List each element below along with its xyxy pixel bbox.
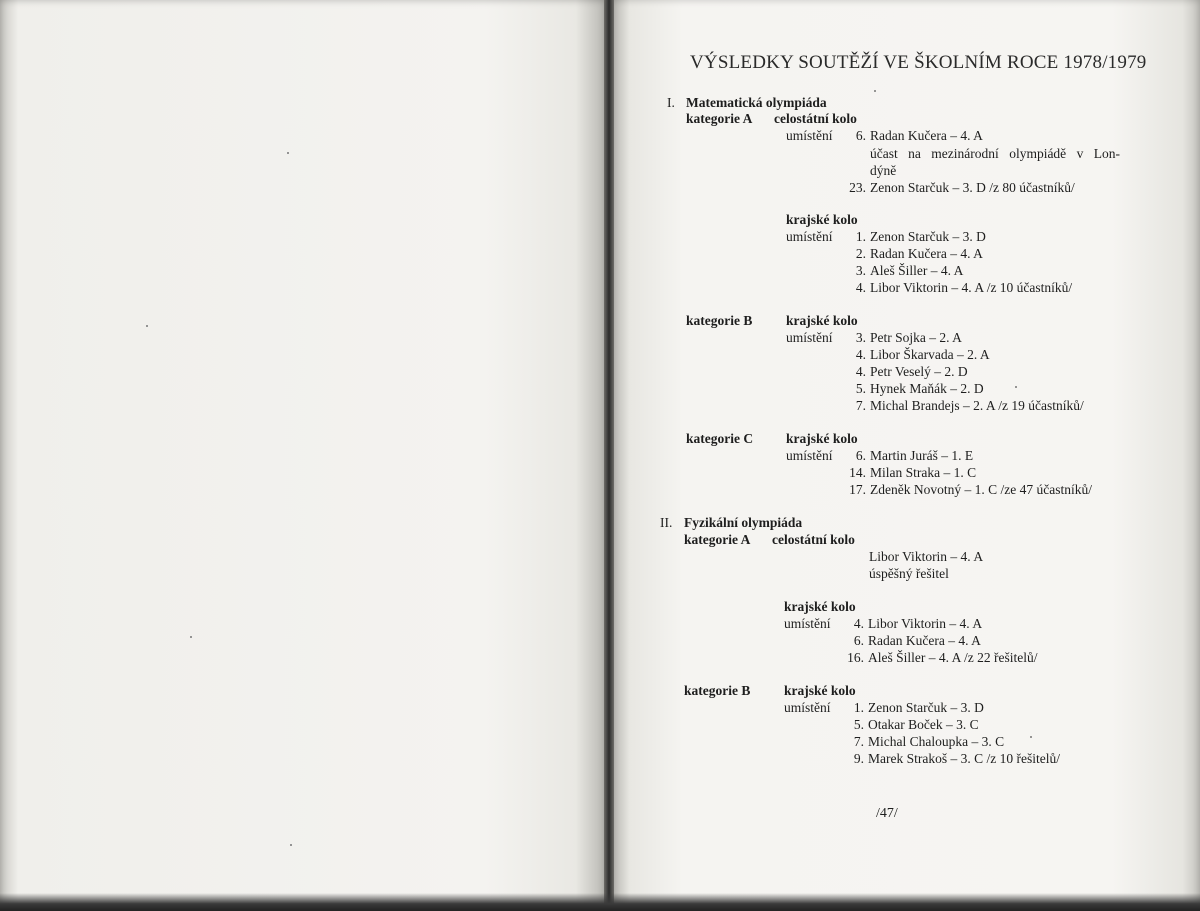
- rank-number: 6.: [853, 633, 864, 648]
- round-heading: krajské kolo: [784, 683, 856, 698]
- rank-number: 3.: [855, 330, 866, 345]
- rank-number: 1.: [855, 229, 866, 244]
- rank-number: 3.: [855, 263, 866, 278]
- rank-number: 17.: [849, 482, 866, 497]
- rank-number: 4.: [855, 364, 866, 379]
- paper-speck: [1030, 736, 1032, 738]
- paper-speck: [146, 325, 148, 327]
- section-1-number: I.: [667, 95, 675, 110]
- round-heading: krajské kolo: [784, 599, 856, 614]
- rank-number: 6.: [855, 448, 866, 463]
- result-entry: Zenon Starčuk – 3. D: [870, 229, 986, 244]
- result-entry: Radan Kučera – 4. A: [868, 633, 981, 648]
- result-entry: Hynek Maňák – 2. D: [870, 381, 984, 396]
- result-entry: Michal Chaloupka – 3. C: [868, 734, 1005, 749]
- result-entry: Libor Škarvada – 2. A: [870, 347, 990, 362]
- cat-a-label: kategorie A: [686, 111, 753, 126]
- cat-b-label: kategorie B: [684, 683, 751, 698]
- result-entry: Milan Straka – 1. C: [870, 465, 977, 480]
- rank-number: 6.: [855, 128, 866, 143]
- placement-label: umístění: [784, 616, 831, 631]
- rank-number: 5.: [853, 717, 864, 732]
- placement-label: umístění: [786, 448, 833, 463]
- paper-speck: [290, 844, 292, 846]
- placement-label: umístění: [784, 700, 831, 715]
- rank-number: 23.: [849, 180, 866, 195]
- paper-speck: [874, 90, 876, 92]
- result-entry: Otakar Boček – 3. C: [868, 717, 979, 732]
- cat-a-label: kategorie A: [684, 532, 751, 547]
- result-entry: Libor Viktorin – 4. A /z 10 účastníků/: [870, 280, 1073, 295]
- rank-number: 2.: [855, 246, 866, 261]
- placement-label: umístění: [786, 229, 833, 244]
- result-note: účast na mezinárodní olympiádě v Lon-: [870, 146, 1120, 161]
- round-heading: celostátní kolo: [772, 532, 855, 547]
- result-entry: Libor Viktorin – 4. A: [869, 549, 984, 564]
- page-number: /47/: [876, 806, 898, 821]
- placement-label: umístění: [786, 330, 833, 345]
- scan-bottom-edge: [0, 893, 1200, 911]
- placement-label: umístění: [786, 128, 833, 143]
- paper-speck: [190, 636, 192, 638]
- result-entry: Aleš Šiller – 4. A: [870, 263, 964, 278]
- result-entry: Libor Viktorin – 4. A: [868, 616, 983, 631]
- rank-number: 7.: [855, 398, 866, 413]
- paper-speck: [1015, 386, 1017, 388]
- result-entry: Michal Brandejs – 2. A /z 19 účastníků/: [870, 398, 1084, 413]
- rank-number: 4.: [855, 280, 866, 295]
- result-entry: Marek Strakoš – 3. C /z 10 řešitelů/: [868, 751, 1060, 766]
- section-2-number: II.: [660, 515, 673, 530]
- paper-speck: [287, 152, 289, 154]
- result-entry: Martin Juráš – 1. E: [870, 448, 974, 463]
- rank-number: 14.: [849, 465, 866, 480]
- rank-number: 1.: [853, 700, 864, 715]
- round-heading: krajské kolo: [786, 431, 858, 446]
- cat-c-label: kategorie C: [686, 431, 754, 446]
- rank-number: 4.: [853, 616, 864, 631]
- result-entry: Aleš Šiller – 4. A /z 22 řešitelů/: [868, 650, 1038, 665]
- result-entry: Zenon Starčuk – 3. D: [868, 700, 984, 715]
- rank-number: 16.: [847, 650, 864, 665]
- rank-number: 7.: [853, 734, 864, 749]
- result-entry: Petr Veselý – 2. D: [870, 364, 968, 379]
- page-title: VÝSLEDKY SOUTĚŽÍ VE ŠKOLNÍM ROCE 1978/1979: [690, 52, 1147, 73]
- result-entry: Radan Kučera – 4. A: [870, 246, 983, 261]
- result-entry: Zenon Starčuk – 3. D /z 80 účastníků/: [870, 180, 1075, 195]
- rank-number: 5.: [855, 381, 866, 396]
- section-2-name: Fyzikální olympiáda: [684, 515, 803, 530]
- round-heading: krajské kolo: [786, 212, 858, 227]
- result-entry: Petr Sojka – 2. A: [870, 330, 962, 345]
- round-heading: krajské kolo: [786, 313, 858, 328]
- result-entry: Zdeněk Novotný – 1. C /ze 47 účastníků/: [870, 482, 1092, 497]
- round-heading: celostátní kolo: [774, 111, 857, 126]
- section-1-name: Matematická olympiáda: [686, 95, 827, 110]
- result-entry: Radan Kučera – 4. A: [870, 128, 983, 143]
- result-note: úspěšný řešitel: [869, 566, 949, 581]
- book-gutter: [604, 0, 614, 911]
- rank-number: 9.: [853, 751, 864, 766]
- cat-b-label: kategorie B: [686, 313, 753, 328]
- result-note: dýně: [870, 163, 897, 178]
- rank-number: 4.: [855, 347, 866, 362]
